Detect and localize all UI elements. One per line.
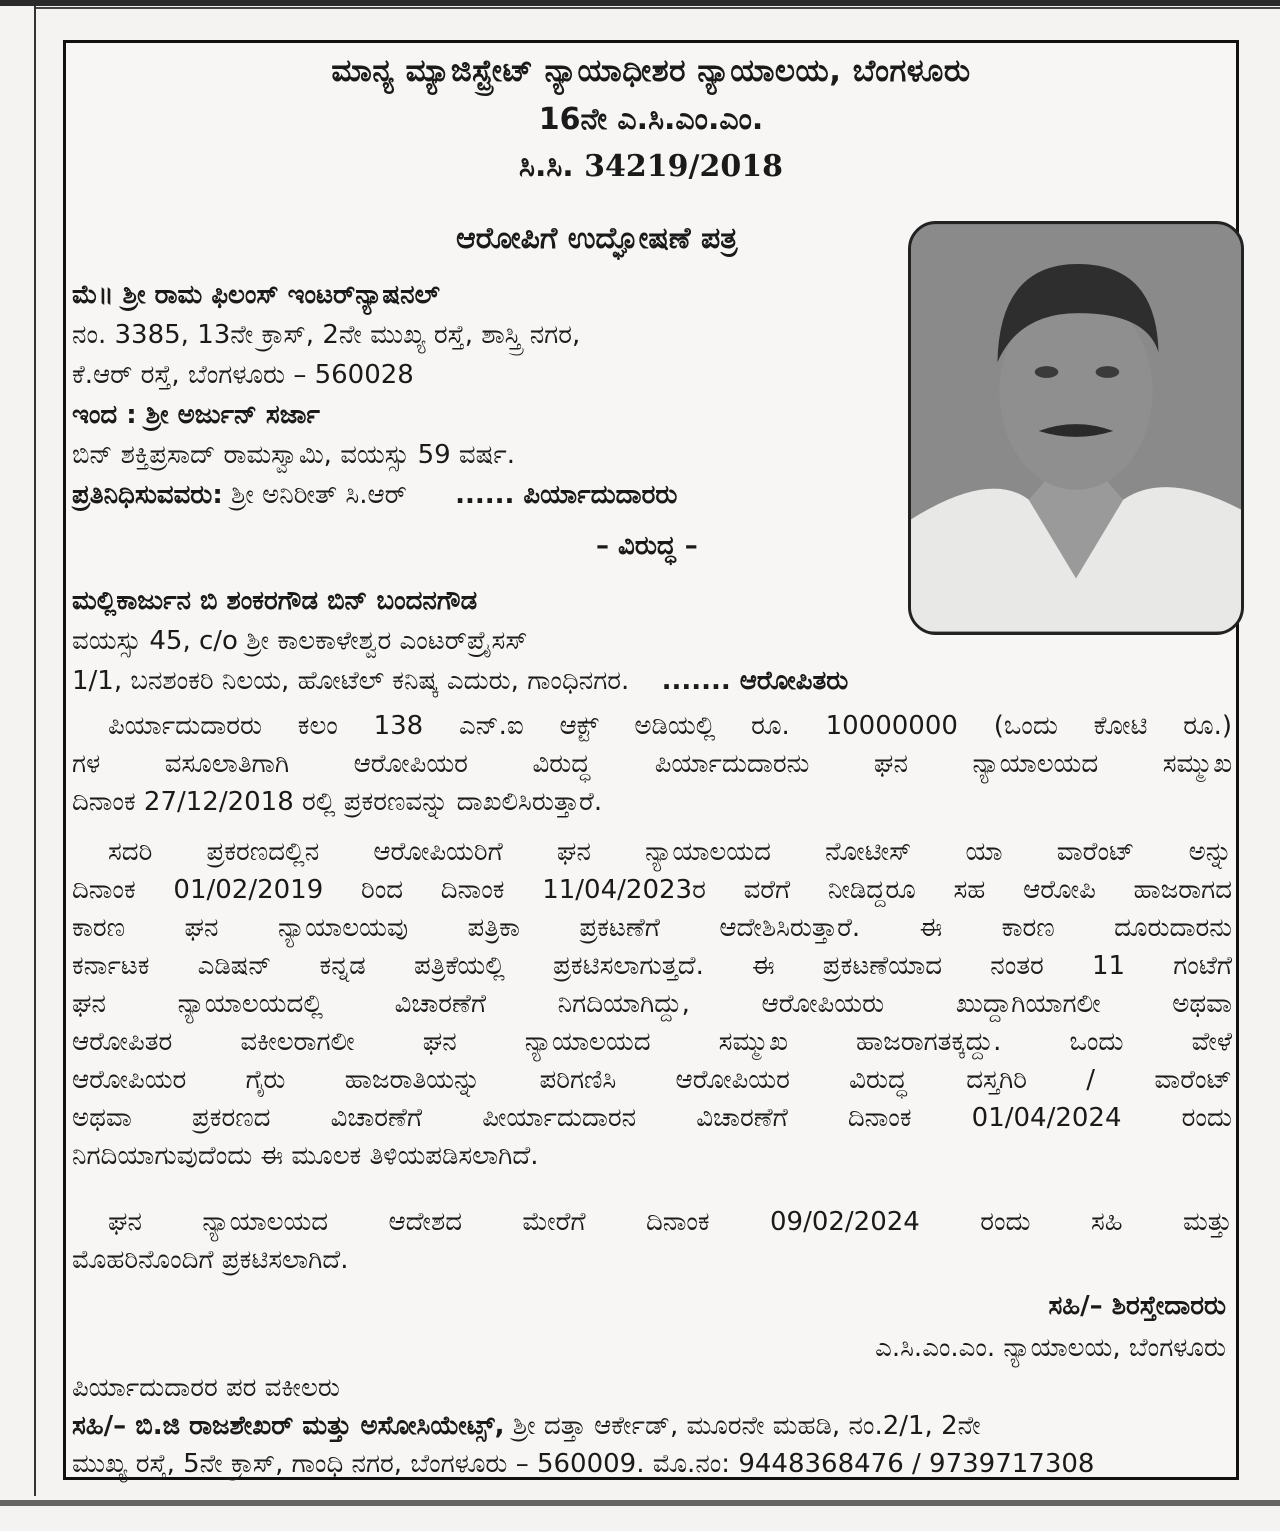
- paragraph-line: ನಿಗದಿಯಾಗುವುದೆಂದು ಈ ಮೂಲಕ ತಿಳಿಯಪಡಿಸಲಾಗಿದೆ.: [72, 1141, 539, 1171]
- notice-header: [66, 43, 1236, 184]
- complainant-address-1: ನಂ. 3385, 13ನೇ ಕ್ರಾಸ್, 2ನೇ ಮುಖ್ಯ ರಸ್ತೆ, ಶಾಸ್ತ್ರಿ ನಗರ,: [72, 320, 581, 350]
- paragraph-line: ಆರೋಪಿಯರ ಗೈರು ಹಾಜರಾತಿಯನ್ನು ಪರಿಗಣಿಸಿ ಆರೋಪಿಯರ ವಿರುದ್ಧ ದಸ್ತಗಿರಿ / ವಾರೆಂಟ್: [72, 1065, 1232, 1095]
- advocate-label: ಪಿರ್ಯಾದುದಾರರ ಪರ ವಕೀಲರು: [72, 1373, 340, 1403]
- complainant-name: ಮೆ॥ ಶ್ರೀ ರಾಮ ಫಿಲಂಸ್ ಇಂಟರ್‌ನ್ಯಾಷನಲ್: [72, 280, 440, 310]
- paragraph-line: ಗಳ ವಸೂಲಾತಿಗಾಗಿ ಆರೋಪಿಯರ ವಿರುದ್ಧ ಪಿರ್ಯಾದುದಾರನು ಘನ ನ್ಯಾಯಾಲಯದ ಸಮ್ಮುಖ: [72, 749, 1232, 779]
- accused-block: [72, 581, 1232, 701]
- case-number: 34219/2018: [584, 149, 783, 184]
- paragraph-line: ಘನ ನ್ಯಾಯಾಲಯದ ಆದೇಶದ ಮೇರೆಗೆ ದಿನಾಂಕ 09/02/2024 ರಂದು ಸಹಿ ಮತ್ತು: [108, 1207, 1232, 1237]
- paragraph-line: ಸದರಿ ಪ್ರಕರಣದಲ್ಲಿನ ಆರೋಪಿಯರಿಗೆ ಘನ ನ್ಯಾಯಾಲಯದ ನೋಟೀಸ್ ಯಾ ವಾರೆಂಟ್ ಅನ್ನು: [108, 837, 1232, 867]
- advocate-block: [72, 1369, 1232, 1483]
- paragraph-line: ಪಿರ್ಯಾದುದಾರರು ಕಲಂ 138 ಎನ್.ಐ ಆಕ್ಟ್ ಅಡಿಯಲ್ಲಿ ರೂ. 10000000 (ಒಂದು ಕೋಟಿ ರೂ.): [108, 711, 1232, 741]
- complainant-by: ಇಂದ : ಶ್ರೀ ಅರ್ಜುನ್ ಸರ್ಜಾ: [72, 400, 320, 430]
- paragraph-line: ಆರೋಪಿತರ ವಕೀಲರಾಗಲೀ ಘನ ನ್ಯಾಯಾಲಯದ ಸಮ್ಮುಖ ಹಾಜರಾಗತಕ್ಕದ್ದು. ಒಂದು ವೇಳೆ: [72, 1027, 1232, 1057]
- signature-court: ಎ.ಸಿ.ಎಂ.ಎಂ. ನ್ಯಾಯಾಲಯ, ಬೆಂಗಳೂರು: [875, 1333, 1226, 1363]
- complainant-father: ಬಿನ್ ಶಕ್ತಿಪ್ರಸಾದ್ ರಾಮಸ್ವಾಮಿ, ವಯಸ್ಸು 59 ವರ್ಷ.: [72, 440, 516, 470]
- accused-line-2: ವಯಸ್ಸು 45, c/o ಶ್ರೀ ಕಾಲಕಾಳೇಶ್ವರ ಎಂಟರ್‌ಪ್ರೈಸಸ್: [72, 626, 528, 656]
- represented-name: ಶ್ರೀ ಅನಿರೀತ್ ಸಿ.ಆರ್: [231, 480, 407, 510]
- paragraph-line: ಕರ್ನಾಟಕ ಎಡಿಷನ್ ಕನ್ನಡ ಪತ್ರಿಕೆಯಲ್ಲಿ ಪ್ರಕಟಿಸಲಾಗುತ್ತದೆ. ಈ ಪ್ರಕಟಣೆಯಾದ ನಂತರ 11 ಗಂಟೆಗೆ: [72, 951, 1232, 981]
- complainant-role: ...... ಪಿರ್ಯಾದುದಾರರು: [455, 480, 678, 510]
- court-name: ಮಾನ್ಯ ಮ್ಯಾಜಿಸ್ಟ್ರೇಟ್ ನ್ಯಾಯಾಧೀಶರ ನ್ಯಾಯಾಲಯ, ಬೆಂಗಳೂರು: [331, 53, 971, 89]
- complainant-representative: [72, 475, 892, 515]
- scan-bottom-rule: [0, 1500, 1280, 1506]
- versus-label: – ವಿರುದ್ಧ –: [596, 531, 698, 561]
- complainant-block: [72, 275, 892, 515]
- signature-sheristedar: ಸಹಿ/– ಶಿರಸ್ತೇದಾರರು: [1048, 1291, 1226, 1321]
- accused-line-3: [72, 661, 1232, 701]
- paragraph-complaint: [72, 707, 1232, 821]
- outer-border-top: [34, 7, 1280, 9]
- advocate-line-2: ಮುಖ್ಯ ರಸ್ತೆ, 5ನೇ ಕ್ರಾಸ್, ಗಾಂಧಿ ನಗರ, ಬೆಂಗಳೂರು – 560009. ಮೊ.ನಂ: 9448368476 / 9739717308: [72, 1449, 1095, 1479]
- advocate-name: ಸಹಿ/– ಬಿ.ಜಿ ರಾಜಶೇಖರ್ ಮತ್ತು ಅಸೋಸಿಯೇಟ್ಸ್,: [72, 1411, 505, 1441]
- accused-role: ....... ಆರೋಪಿತರು: [661, 666, 849, 696]
- scan-top-edge: [0, 0, 1280, 6]
- advocate-line-1: [72, 1407, 1232, 1445]
- outer-border-left: [34, 6, 36, 1496]
- accused-name: ಮಲ್ಲಿಕಾರ್ಜುನ ಬಿ ಶಂಕರಗೌಡ ಬಿನ್ ಬಂದನಗೌಡ: [72, 586, 478, 616]
- paragraph-line: ದಿನಾಂಕ 01/02/2019 ರಿಂದ ದಿನಾಂಕ 11/04/2023ರ ವರೆಗೆ ನೀಡಿದ್ದರೂ ಸಹ ಆರೋಪಿ ಹಾಜರಾಗದ: [72, 875, 1232, 905]
- accused-address: 1/1, ಬನಶಂಕರಿ ನಿಲಯ, ಹೋಟೆಲ್ ಕನಿಷ್ಕ ಎದುರು, ಗಾಂಧಿನಗರ.: [72, 666, 630, 696]
- accused-photo: [908, 221, 1244, 635]
- paragraph-line: ಘನ ನ್ಯಾಯಾಲಯದಲ್ಲಿ ವಿಚಾರಣೆಗೆ ನಿಗದಿಯಾಗಿದ್ದು, ಆರೋಪಿಯರು ಖುದ್ದಾಗಿಯಾಗಲೀ ಅಥವಾ: [72, 989, 1232, 1019]
- represented-label: ಪ್ರತಿನಿಧಿಸುವವರು:: [72, 480, 223, 510]
- court-number: 16ನೇ ಎ.ಸಿ.ಎಂ.ಎಂ.: [538, 102, 764, 137]
- paragraph-line: ಕಾರಣ ಘನ ನ್ಯಾಯಾಲಯವು ಪತ್ರಿಕಾ ಪ್ರಕಟಣೆಗೆ ಆದೇಶಿಸಿರುತ್ತಾರೆ. ಈ ಕಾರಣ ದೂರುದಾರನು: [72, 913, 1232, 943]
- paragraph-line: ದಿನಾಂಕ 27/12/2018 ರಲ್ಲಿ ಪ್ರಕರಣವನ್ನು ದಾಖಲಿಸಿರುತ್ತಾರೆ.: [72, 787, 603, 817]
- paragraph-summons: [72, 833, 1232, 1175]
- complainant-address-2: ಕೆ.ಆರ್ ರಸ್ತೆ, ಬೆಂಗಳೂರು – 560028: [72, 360, 414, 390]
- legal-notice-box: [63, 40, 1239, 1480]
- advocate-address: ಶ್ರೀ ದತ್ತಾ ಆರ್ಕೇಡ್, ಮೂರನೇ ಮಹಡಿ, ನಂ.2/1, 2ನೇ: [504, 1411, 981, 1441]
- notice-title: ಆರೋಪಿಗೆ ಉದ್ಘೋಷಣೆ ಪತ್ರ: [456, 221, 738, 256]
- paragraph-line: ಮೊಹರಿನೊಂದಿಗೆ ಪ್ರಕಟಿಸಲಾಗಿದೆ.: [72, 1245, 349, 1275]
- paragraph-order: [72, 1203, 1232, 1279]
- portrait-image: [911, 224, 1241, 632]
- case-number-line: [66, 149, 1236, 184]
- paragraph-line: ಅಥವಾ ಪ್ರಕರಣದ ವಿಚಾರಣೆಗೆ ಪೀರ್ಯಾದುದಾರನ ವಿಚಾರಣೆಗೆ ದಿನಾಂಕ 01/04/2024 ರಂದು: [72, 1103, 1232, 1133]
- case-prefix: ಸಿ.ಸಿ.: [519, 149, 574, 184]
